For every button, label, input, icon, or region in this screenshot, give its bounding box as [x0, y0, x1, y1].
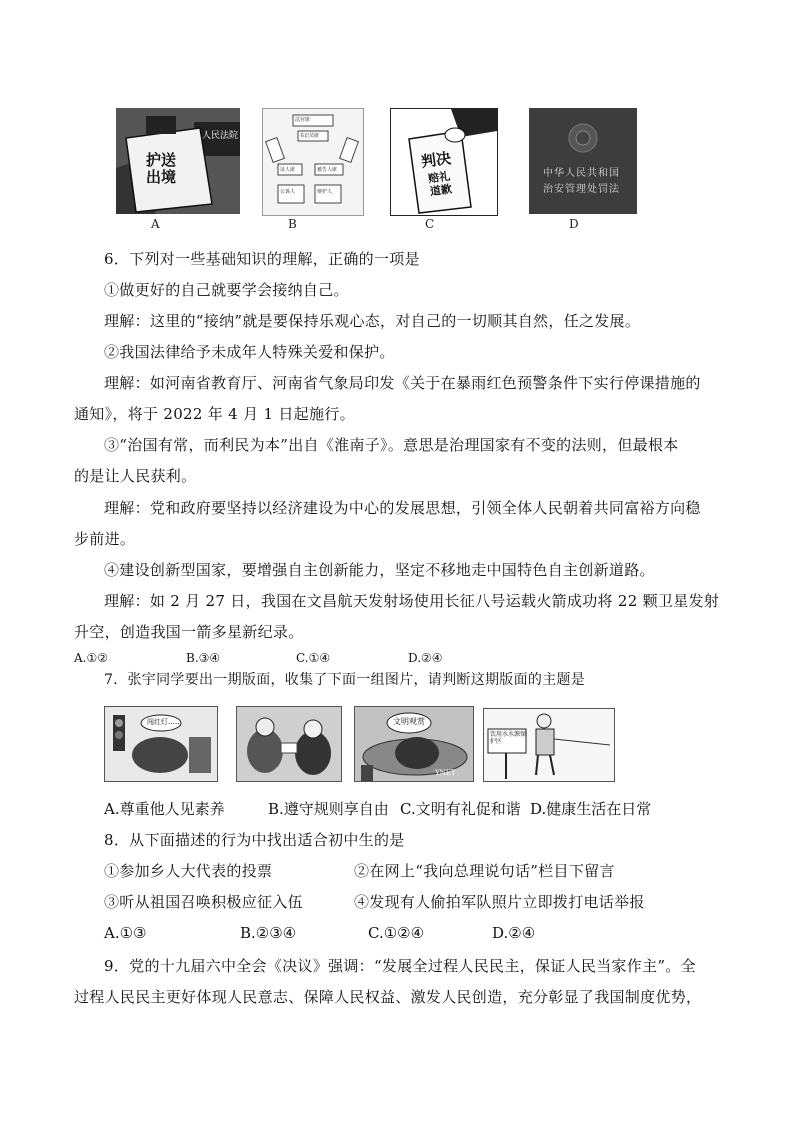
- q8-item-2: ②在网上“我向总理说句话”栏目下留言: [354, 862, 615, 880]
- q7-option-b[interactable]: B.遵守规则享自由: [268, 800, 389, 818]
- picture-b-box-clerk: 书记员席: [299, 133, 320, 139]
- picture-b-box-defendant: 被告人席: [317, 167, 338, 173]
- q7-picture-1-bubble: 闯红灯……: [147, 718, 182, 726]
- picture-b-box-judge: 法官席: [295, 117, 311, 123]
- q6-understanding-2b: 通知》，将于 2022 年 4 月 1 日起施行。: [74, 405, 355, 423]
- q6-understanding-2a: 理解：如河南省教育厅、河南省气象局印发《关于在暴雨红色预警条件下实行停课措施的: [104, 374, 701, 392]
- q6-understanding-4b: 升空，创造我国一箭多星新纪录。: [74, 623, 304, 641]
- q6-understanding-3b: 步前进。: [74, 530, 136, 548]
- q6-statement-4: ④建设创新型国家，要增强自主创新能力，坚定不移地走中国特色自主创新道路。: [104, 561, 655, 579]
- picture-d-line1: 中华人民共和国: [543, 168, 620, 179]
- q9-line-1: 9．党的十九届六中全会《决议》强调：“发展全过程人民民主，保证人民当家作主”。全: [104, 957, 696, 975]
- q7-option-a[interactable]: A.尊重他人见素养: [104, 800, 225, 818]
- q6-option-c[interactable]: C.①④: [296, 651, 331, 665]
- picture-d-line2: 治安管理处罚法: [543, 184, 620, 195]
- q7-picture-3: [354, 706, 474, 782]
- label-d: D: [569, 217, 579, 231]
- label-a: A: [151, 217, 160, 231]
- picture-b-box-defender: 辩护人: [317, 189, 333, 195]
- q7-picture-2: [236, 706, 342, 782]
- q6-option-a[interactable]: A.①②: [74, 651, 108, 665]
- q9-line-2: 过程人民民主更好体现人民意志、保障人民权益、激发人民创造，充分彰显了我国制度优势，: [74, 988, 702, 1006]
- q8-item-4: ④发现有人偷拍军队照片立即拨打电话举报: [354, 893, 645, 911]
- q6-understanding-3a: 理解：党和政府要坚持以经济建设为中心的发展思想，引领全体人民朝着共同富裕方向稳: [104, 499, 701, 517]
- q6-understanding-4a: 理解：如 2 月 27 日，我国在文昌航天发射场使用长征八号运载火箭成功将 22 颗卫星发射: [104, 592, 720, 610]
- picture-b-drawing: [263, 109, 363, 215]
- q6-stem: 6．下列对一些基础知识的理解，正确的一项是: [104, 250, 420, 268]
- q7-picture-2-drawing: [237, 707, 341, 781]
- picture-a-stamp: 人民法院: [202, 131, 239, 141]
- q7-option-c[interactable]: C.文明有礼促和谐: [400, 800, 521, 818]
- label-b: B: [288, 217, 297, 231]
- picture-d-drawing: [529, 108, 637, 214]
- q6-statement-2: ②我国法律给予未成年人特殊关爱和保护。: [104, 343, 395, 361]
- q7-picture-1: [104, 706, 218, 782]
- q6-option-b[interactable]: B.③④: [186, 651, 221, 665]
- picture-c-subtitle: 赔礼道歉: [427, 169, 453, 199]
- q7-option-d[interactable]: D.健康生活在日常: [530, 800, 652, 818]
- q8-option-d[interactable]: D.②④: [492, 924, 536, 942]
- q7-picture-4-sign: 饮用水水源保护区: [490, 731, 527, 745]
- q7-picture-4-drawing: [484, 709, 614, 781]
- q7-picture-3-bubble: 文明观赏: [393, 717, 425, 726]
- q6-statement-1: ①做更好的自己就要学会接纳自己。: [104, 281, 349, 299]
- q6-statement-3a: ③“治国有常，而利民为本”出自《淮南子》。意思是治理国家有不变的法则，但最根本: [104, 436, 679, 454]
- label-c: C: [425, 217, 435, 231]
- picture-b-box-prosecutor: 公诉人: [280, 189, 296, 195]
- q7-picture-3-tag: YNET: [435, 769, 456, 777]
- q8-option-a[interactable]: A.①③: [104, 924, 147, 942]
- picture-d: [529, 108, 637, 214]
- picture-a: [116, 108, 240, 214]
- picture-c-title: 判决: [419, 148, 453, 171]
- q6-option-d[interactable]: D.②④: [408, 651, 443, 665]
- q7-picture-4: [483, 708, 615, 782]
- q8-option-c[interactable]: C.①②④: [368, 924, 425, 942]
- q8-item-3: ③听从祖国召唤积极应征入伍: [104, 893, 303, 911]
- picture-b: [262, 108, 364, 216]
- q6-statement-3b: 的是让人民获利。: [74, 467, 197, 485]
- q8-item-1: ①参加乡人大代表的投票: [104, 862, 273, 880]
- q6-understanding-1: 理解：这里的“接纳”就是要保持乐观心态，对自己的一切顺其自然，任之发展。: [104, 312, 641, 330]
- q8-option-b[interactable]: B.②③④: [240, 924, 297, 942]
- picture-c: [390, 108, 498, 216]
- q8-stem: 8．从下面描述的行为中找出适合初中生的是: [104, 831, 405, 849]
- picture-b-box-witness: 证人席: [280, 167, 296, 173]
- q7-stem: 7．张宇同学要出一期版面，收集了下面一组图片，请判断这期版面的主题是: [104, 672, 586, 688]
- picture-a-title: 护送出境: [146, 151, 177, 186]
